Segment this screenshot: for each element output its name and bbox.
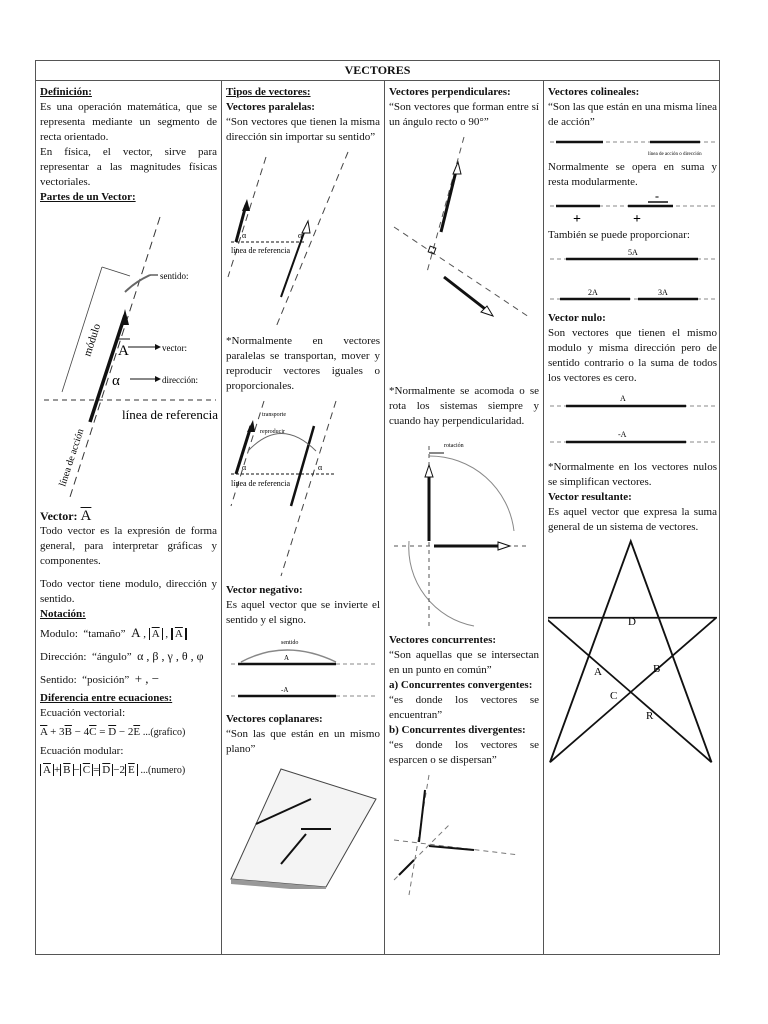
parallel-heading: Vectores paralelas: [226,101,315,113]
svg-text:D: D [628,616,636,628]
modular-equation-label: Ecuación modular: [40,745,124,757]
resultant-heading: Vector resultante: [548,491,632,503]
notation-direccion: Dirección: “ángulo” α , β , γ , θ , φ [40,649,204,663]
proportional-text: También se puede proporcionar: [548,229,690,241]
divergent-text: “es donde los vectores se esparcen o se dispersan” [389,739,539,766]
perpendicular-note: *Normalmente se acomoda o se rota los sistemas siempre y cuando hay perpendicularidad. [389,385,539,427]
concurrent-heading: Vectores concurrentes: [389,634,497,646]
convergent-heading: a) Concurrentes convergentes: [389,679,533,691]
collinear-heading: Vectores colineales: [548,86,640,98]
negative-heading: Vector negativo: [226,584,303,596]
collinear-figure [548,132,717,158]
column-types [222,81,385,954]
column-definition [36,81,222,954]
svg-text:+: + [573,212,581,226]
types-heading: Tipos de vectores: [226,86,311,98]
perpendicular-figure [389,132,540,382]
negative-text: Es aquel vector que se invierte el sentido y el signo. [226,599,380,626]
svg-text:-A: -A [281,686,289,694]
sentido-label: sentido: [160,271,189,281]
concurrent-text: “Son aquellas que se intersectan en un punto en común” [389,649,539,676]
svg-text:B: B [653,663,661,675]
collinear-sum-figure [548,192,717,226]
collinear-note: Normalmente se opera en suma y resta modularmente. [548,161,717,188]
coplanar-text: “Son las que están en un mismo plano” [226,728,380,755]
notation-modulo: Modulo: “tamaño” A , $\overline{A}$ , $\overline{A}$ [40,622,217,645]
vector-equation-label: Ecuación vectorial: [40,707,126,719]
svg-text:α: α [242,463,247,472]
reference-label: línea de referencia [231,246,291,255]
svg-text:C: C [610,690,618,702]
modular-equation: $\overline{A} + \overline{B} - \overline{C} = \overline{D} -2$ $\overline{E}$ ...(numero) [40,759,217,782]
vector-text-2: Todo vector tiene modulo, dirección y sentido. [40,578,217,605]
svg-text:A: A [594,666,602,678]
svg-text:línea de referencia: línea de referencia [231,479,291,488]
svg-text:A: A [284,654,290,662]
definition-heading: Definición: [40,86,92,98]
svg-text:α: α [318,463,323,472]
transport-figure [226,396,381,581]
null-heading: Vector nulo: [548,312,606,324]
convergent-text: “es donde los vectores se encuentran” [389,694,539,721]
vector-letter: A [118,343,129,359]
star-figure [548,537,717,767]
svg-text:α: α [242,231,247,240]
svg-text:3A: 3A [658,288,668,297]
concurrent-figure [389,770,540,900]
svg-text:sentido: sentido [281,640,299,646]
svg-text:R: R [646,710,654,722]
proportional-figure [548,245,717,309]
null-figure [548,388,717,458]
vectors-sheet [35,60,720,955]
vector-heading: Vector: $\overline{A}$ [40,508,92,524]
coplanar-heading: Vectores coplanares: [226,713,323,725]
svg-text:-: - [655,192,659,203]
coplanar-figure [226,759,381,889]
action-line-label: línea de acción [57,427,87,488]
physics-text: En física, el vector, sirve para representar a las magnitudes físicas vectoriales. [40,146,217,188]
notation-sentido: Sentido: “posición” + , − [40,671,160,686]
vector-label: vector: [162,343,187,353]
column-perpendicular [385,81,544,954]
page-title: VECTORES [36,61,719,81]
svg-text:5A: 5A [628,248,638,257]
definition-text: Es una operación matemática, que se representa mediante un segmento de recta orientado. [40,101,217,143]
column-collinear [544,81,721,954]
null-note: *Normalmente en los vectores nulos se simplifican vectores. [548,461,717,488]
modulo-label: módulo [81,322,104,358]
rotation-figure [389,431,540,631]
alpha-symbol: α [112,373,120,389]
svg-text:reproducir: reproducir [260,429,285,435]
svg-text:A: A [620,394,626,403]
collinear-text: “Son las que están en una misma línea de acción” [548,101,717,128]
resultant-text: Es aquel vector que expresa la suma general de un sistema de vectores. [548,506,717,533]
parallel-text: “Son vectores que tienen la misma dirección sin importar su sentido” [226,116,380,143]
parallel-note: *Normalmente en vectores paralelas se transportan, mover y reproducir vectores iguales o proporcionales. [226,335,380,392]
vector-text: Todo vector es la expresión de forma general, para interpretar gráficas y componentes. [40,525,217,567]
divergent-heading: b) Concurrentes divergentes: [389,724,526,736]
svg-text:+: + [633,212,641,226]
svg-text:-A: -A [618,430,627,439]
parallel-figure [226,147,381,332]
collinear-caption: línea de acción o dirección [648,152,702,157]
parts-heading: Partes de un Vector: [40,191,136,203]
null-text: Son vectores que tienen el mismo modulo y misma dirección pero de sentido contrario o la suma de todos los vectores es cero. [548,327,717,384]
perpendicular-text: “Son vectores que forman entre sí un ángulo recto o 90°” [389,101,539,128]
perpendicular-heading: Vectores perpendiculares: [389,86,511,98]
svg-text:α: α [298,231,303,240]
diff-heading: Diferencia entre ecuaciones: [40,692,173,704]
svg-text:transporte: transporte [262,412,286,418]
reference-line-label: línea de referencia [122,407,218,422]
svg-text:rotación: rotación [444,443,464,449]
vector-equation: $\overline{A} + 3\overline{B} - 4\overline{C} = \overline{D} - 2\overline{E}$ ...(grafico) [40,726,186,738]
direccion-label: dirección: [162,375,198,385]
notation-heading: Notación: [40,608,86,620]
vector-parts-figure [40,207,218,507]
negative-figure [226,630,381,710]
svg-text:2A: 2A [588,288,598,297]
